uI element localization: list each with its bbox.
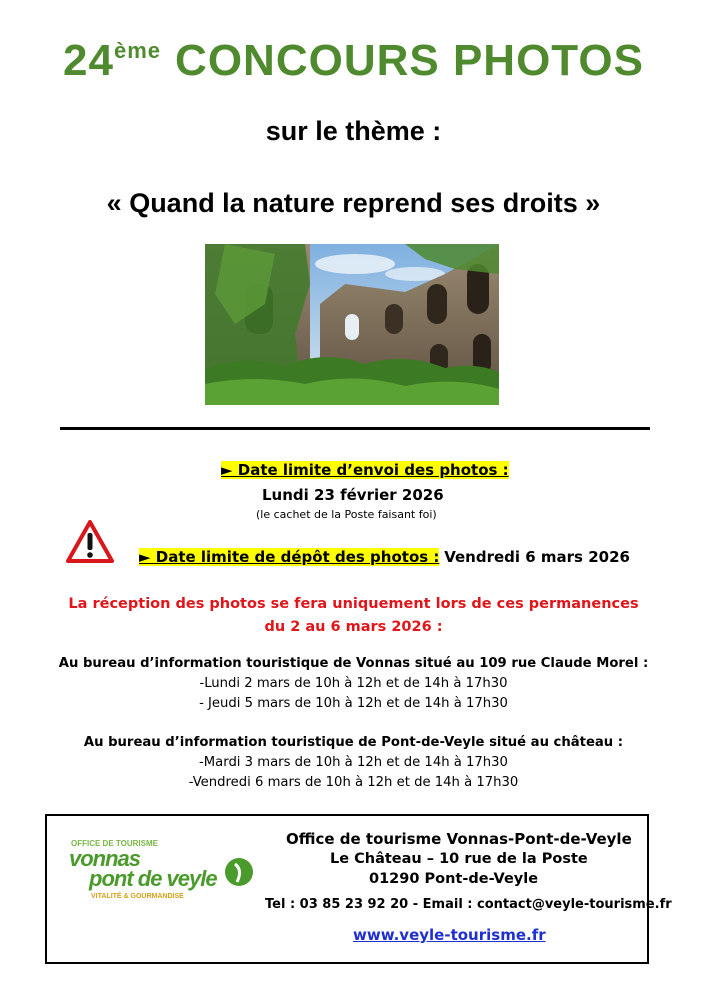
page-title [0, 36, 707, 86]
footer-address2: 01290 Pont-de-Veyle [369, 871, 539, 887]
office-slot: -Mardi 3 mars de 10h à 12h et de 14h à 17h30 [199, 755, 508, 770]
separator-rule [60, 427, 650, 430]
office-slot: -Lundi 2 mars de 10h à 12h et de 14h à 17h30 [199, 676, 508, 691]
send-deadline-note: (le cachet de la Poste faisant foi) [256, 508, 437, 521]
send-deadline-date: Lundi 23 février 2026 [262, 486, 444, 504]
reception-notice-line1: La réception des photos se fera uniquement lors de ces permanences [68, 596, 639, 612]
footer-contact: Tel : 03 85 23 92 20 - Email : contact@veyle-tourisme.fr [265, 897, 672, 912]
ruins-photo [205, 244, 499, 405]
svg-text:OFFICE DE TOURISME: OFFICE DE TOURISME [71, 839, 158, 848]
send-deadline-label [221, 461, 509, 479]
deposit-deadline-label: ► Date limite de dépôt des photos : [139, 548, 440, 566]
deposit-deadline-date: Vendredi 6 mars 2026 [444, 548, 630, 566]
subtitle: sur le thème : [265, 116, 442, 146]
reception-notice-line2: du 2 au 6 mars 2026 : [264, 619, 443, 635]
website-link[interactable]: www.veyle-tourisme.fr [353, 926, 546, 944]
office-heading: Au bureau d’information touristique de Vonnas situé au 109 rue Claude Morel : [58, 656, 649, 671]
footer-address1: Le Château – 10 rue de la Poste [330, 851, 588, 867]
footer-org: Office de tourisme Vonnas-Pont-de-Veyle [286, 830, 632, 848]
office-vonnas [0, 654, 707, 714]
title-suffix: ème [114, 38, 162, 63]
tourism-logo [67, 836, 255, 902]
warning-icon [66, 519, 114, 565]
office-heading: Au bureau d’information touristique de Pont-de-Veyle situé au château : [83, 735, 624, 750]
deposit-deadline [139, 548, 630, 566]
send-deadline-highlight: ► Date limite d’envoi des photos : [221, 461, 509, 479]
title-text: CONCOURS PHOTOS [175, 36, 644, 85]
svg-text:VITALITÉ & GOURMANDISE: VITALITÉ & GOURMANDISE [91, 893, 184, 900]
office-slot: -Vendredi 6 mars de 10h à 12h et de 14h à 17h30 [188, 775, 519, 790]
contact-box [45, 814, 672, 964]
svg-text:vonnas: vonnas [69, 846, 141, 871]
office-pont-de-veyle [0, 733, 707, 793]
title-number: 24 [63, 36, 114, 85]
svg-text:pont de veyle: pont de veyle [89, 866, 217, 891]
office-slot: - Jeudi 5 mars de 10h à 12h et de 14h à 17h30 [199, 696, 508, 711]
theme-heading: « Quand la nature reprend ses droits » [106, 188, 601, 218]
